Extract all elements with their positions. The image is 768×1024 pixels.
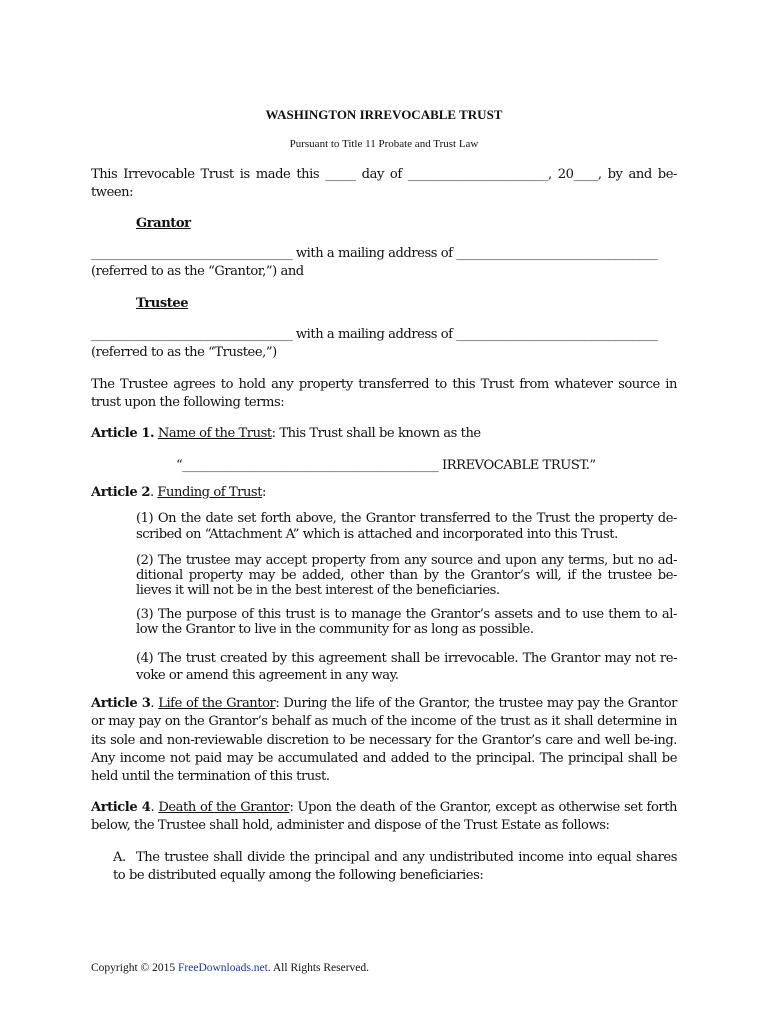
grantor-heading: [136, 215, 722, 233]
article-1-name-line: [176, 457, 762, 475]
article-3-label: Article 3: [91, 696, 151, 711]
article-4-heading: Death of the Grantor: [158, 800, 290, 815]
article-2-item-3: [136, 607, 677, 637]
article-3-heading: Life of the Grantor: [158, 696, 276, 711]
article-2-item-2-text: (2) The trustee may accept property from any source and upon any terms, but no ad-ditional property may be added, other than by the Grantor’s will, if the trustee be-lieves it will not be in the best interest of the beneficiaries.: [136, 553, 677, 598]
agreement-paragraph: [91, 376, 677, 412]
grantor-line: [91, 245, 677, 281]
article-2-label: Article 2: [91, 485, 150, 500]
article-2-item-4: [136, 650, 677, 684]
copyright-footer: [91, 962, 369, 974]
article-4-item-a: [113, 849, 677, 885]
trust-name-line: “__________________________________________ IRREVOCABLE TRUST.”: [176, 458, 596, 473]
trustee-heading: [136, 295, 722, 313]
footer-link[interactable]: FreeDownloads.net: [178, 962, 268, 974]
trustee-heading-text: Trustee: [136, 296, 189, 311]
article-2-item-1-text: (1) On the date set forth above, the Grantor transferred to the Trust the property de-scribed on “Attachment A” which is attached and incorporated into this Trust.: [136, 511, 677, 542]
article-1-text: : This Trust shall be known as the: [271, 426, 481, 441]
article-4-text: : Upon the death of the Grantor, except as otherwise set forth below, the Trustee shall hold, administer and dispose of the Trust Estate as follows:: [91, 800, 677, 833]
document-title: WASHINGTON IRREVOCABLE TRUST: [265, 107, 503, 122]
article-2-item-2: [136, 553, 677, 598]
item-a-label: A.: [113, 850, 126, 865]
grantor-line-text: _________________________________ with a mailing address of _________________________________: [91, 246, 658, 261]
article-3: Article 3. Life of the Grantor: During the life of the Grantor, the trustee may pay the Grantor or may pay on the Grantor’s behalf as much of the income of the trust as it shall determine in its sole and non-reviewable discretion to be necessary for the Grantor’s care and well be-ing. Any income not paid may be accumulated and added to the principal. The principal shall be held until the termination of this trust.: [91, 696, 677, 785]
trustee-ref-text: (referred to as the “Trustee,”): [91, 345, 277, 360]
grantor-ref-text: (referred to as the “Grantor,”) and: [91, 264, 304, 279]
article-2-item-3-text: (3) The purpose of this trust is to manage the Grantor’s assets and to use them to al-low the Grantor to live in the community for as long as possible.: [136, 607, 677, 637]
footer-prefix: Copyright © 2015: [91, 962, 179, 974]
trustee-line-text: _________________________________ with a mailing address of _________________________________: [91, 327, 658, 342]
document-subtitle: Pursuant to Title 11 Probate and Trust Law: [289, 138, 479, 150]
article-3-text: : During the life of the Grantor, the trustee may pay the Grantor or may pay on the Grantor’s behalf as much of the income of the trust as it shall determine in its sole and non-reviewable discretion to be necessary for the Grantor’s care and well be-ing. Any income not paid may be accumulated and added to the principal. The principal shall be held until the termination of this trust.: [91, 696, 677, 785]
article-2-heading: Funding of Trust: [157, 485, 263, 500]
agreement-text: The Trustee agrees to hold any property transferred to this Trust from whatever source in trust upon the following terms:: [91, 377, 677, 410]
item-a-text: The trustee shall divide the principal and any undistributed income into equal shares to be distributed equally among the following beneficiaries:: [113, 850, 677, 883]
article-1-heading: Name of the Trust: [157, 426, 272, 441]
article-1: [91, 425, 677, 443]
intro-text: This Irrevocable Trust is made this _____ day of _______________________, 20____, by and be-tween:: [91, 167, 677, 200]
article-1-label: Article 1.: [91, 426, 155, 441]
trustee-line: [91, 326, 677, 362]
intro-paragraph: [91, 166, 677, 202]
grantor-heading-text: Grantor: [136, 216, 191, 231]
footer-suffix: . All Rights Reserved.: [267, 962, 370, 974]
article-4-label: Article 4: [91, 800, 151, 815]
article-4: Article 4. Death of the Grantor: Upon the death of the Grantor, except as otherwise set forth below, the Trustee shall hold, administer and dispose of the Trust Estate as follows:: [91, 800, 677, 833]
article-2-text: :: [262, 485, 266, 500]
article-2-item-1: [136, 511, 677, 543]
article-2: Article 2. Funding of Trust:: [91, 485, 266, 500]
article-2-item-4-text: (4) The trust created by this agreement shall be irrevocable. The Grantor may not re-voke or amend this agreement in any way.: [136, 651, 677, 683]
